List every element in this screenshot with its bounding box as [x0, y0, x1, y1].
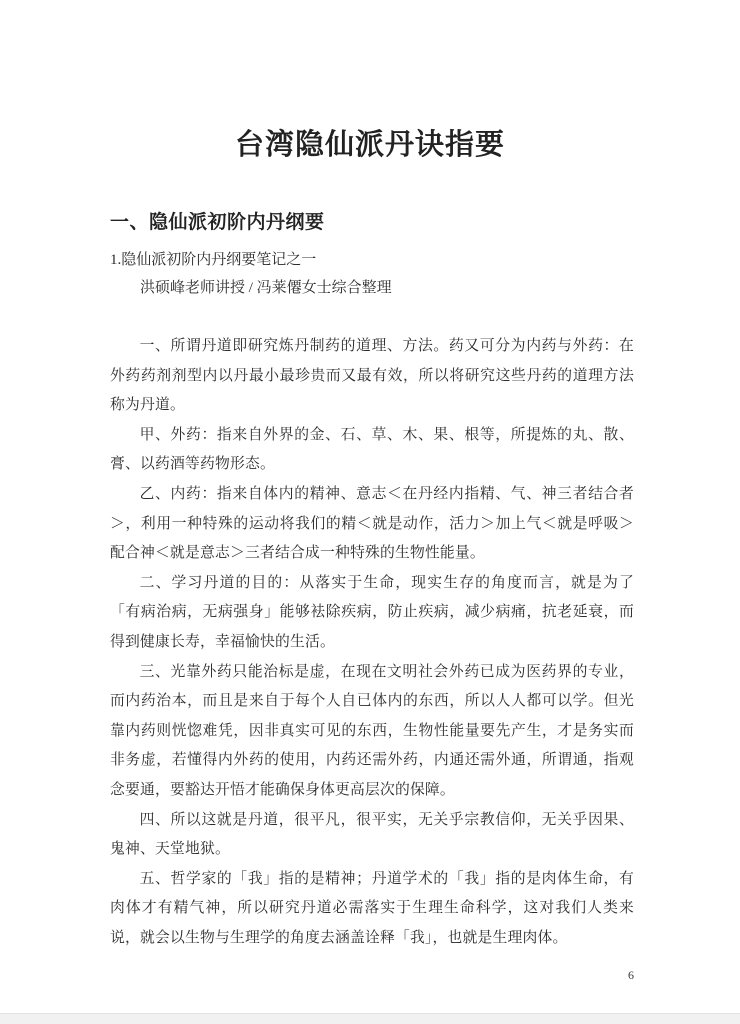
subsection-title: 1.隐仙派初阶内丹纲要笔记之一 — [110, 252, 317, 268]
document-title: 台湾隐仙派丹诀指要 — [234, 129, 505, 161]
page-bottom-edge — [0, 1013, 740, 1024]
paragraph-2: 甲、外药：指来自外界的金、石、草、木、果、根等，所提炼的丸、散、膏、以药酒等药物形态。 — [110, 426, 634, 473]
section-heading: 一、隐仙派初阶内丹纲要 — [110, 212, 325, 233]
page-number: 6 — [628, 968, 634, 982]
paragraph-1: 一、所谓丹道即研究炼丹制药的道理、方法。药又可分为内药与外药：在外药药剂剂型内以丹最小最珍贵而又最有效，所以将研究这些丹药的道理方法称为丹道。 — [110, 338, 634, 414]
document-body — [110, 332, 634, 953]
paragraph-3: 乙、内药：指来自体内的精神、意志＜在丹经内指精、气、神三者结合者＞，利用一种特殊的运动将我们的精＜就是动作，活力＞加上气＜就是呼吸＞配合神＜就是意志＞三者结合成一种特殊的生物性能量。 — [110, 485, 634, 562]
paragraph-7: 五、哲学家的「我」指的是精神；丹道学术的「我」指的是肉体生命，有肉体才有精气神，所以研究丹道必需落实于生理生命科学，这对我们人类来说，就会以生物与生理学的角度去涵盖诠释「我」，也就是生理肉体。 — [110, 870, 634, 946]
paragraph-6: 四、所以这就是丹道，很平凡，很平实，无关乎宗教信仰，无关乎因果、鬼神、天堂地狱。 — [110, 811, 634, 858]
byline: 洪硕峰老师讲授 / 冯莱僊女士综合整理 — [140, 280, 392, 296]
paragraph-5: 三、光靠外药只能治标是虚，在现在文明社会外药已成为医药界的专业，而内药治本，而且是来自于每个人自已体内的东西，所以人人都可以学。但光靠内药则恍惚难凭，因非真实可见的东西，生物性能量要先产生，才是务实而非务虚，若懂得内外药的使用，内药还需外药，内通还需外通，所谓通，指观念要通，要豁达开悟才能确保身体更高层次的保障。 — [110, 663, 634, 798]
paragraph-4: 二、学习丹道的目的：从落实于生命，现实生存的角度而言，就是为了「有病治病，无病强身」能够袪除疾病，防止疾病，减少病痛，抗老延衰，而得到健康长寿，幸福愉快的生活。 — [110, 574, 634, 650]
